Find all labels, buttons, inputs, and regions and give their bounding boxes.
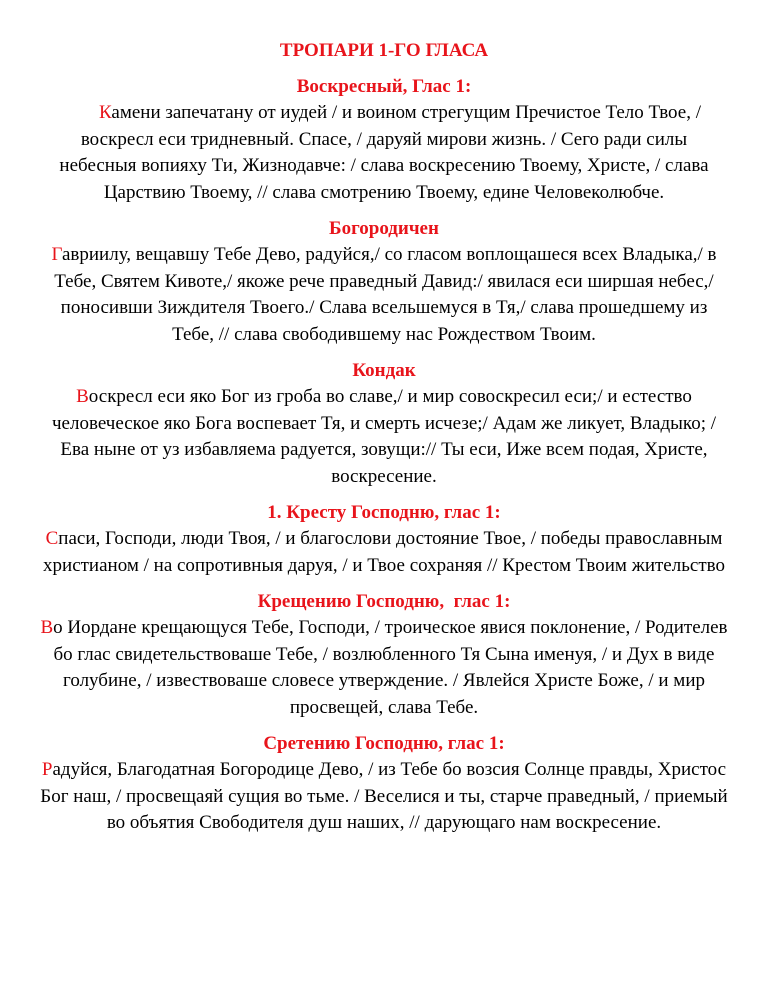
section-text: [40, 757, 728, 837]
red-initial-letter: В: [76, 386, 89, 407]
section-heading: Сретению Господню, глас 1:: [263, 733, 505, 754]
section-text: [40, 100, 728, 206]
section-text: [40, 615, 728, 721]
red-initial-letter: В: [40, 617, 54, 638]
section-resurrection-troparion: [40, 74, 728, 206]
section-heading: Крещению Господню, глас 1:: [257, 591, 511, 612]
red-initial-letter: Г: [51, 244, 62, 265]
section-body: о Иордане крещающуся Тебе, Господи, / троическое явися поклонение, / Родителев бо глас свидетельствоваше Тебе, / возлюбленного Тя Сына именуя, / и Дух в виде голубине, / извествоваше словесе утверждение. / Явлейся Христе Боже, / и мир просвещей, слава Тебе.: [53, 617, 728, 718]
section-body: оскресл еси яко Бог из гроба во славе,/ и мир совоскресил еси;/ и естество человеческое яко Бога воспевает Тя, и смерть исчезе;/ Адам же ликует, Владыко; / Ева ныне от уз избавляема радуется, зовущи:// Ты еси, Иже всем подая, Христе, воскресение.: [52, 386, 716, 487]
section-heading: Воскресный, Глас 1:: [296, 76, 472, 97]
section-text: [40, 526, 728, 579]
section-kontakion: [40, 358, 728, 490]
section-theotokion: [40, 216, 728, 348]
section-body: адуйся, Благодатная Богородице Дево, / из Тебе бо возсия Солнце правды, Христос Бог наш, / просвещаяй сущия во тьме. / Веселися и ты, старче праведный, / приемый во объятия Свободителя душ наших, // дарующаго нам воскресение.: [40, 759, 728, 833]
red-initial-letter: С: [45, 528, 59, 549]
section-cross-troparion: [40, 500, 728, 579]
section-text: [40, 242, 728, 348]
section-heading: Кондак: [352, 360, 416, 381]
red-initial-letter: Р: [41, 759, 53, 780]
section-body: паси, Господи, люди Твоя, / и благослови достояние Твое, / победы православным христианом / на сопротивныя даруя, / и Твое сохраняя // Крестом Твоим жительство: [43, 528, 725, 576]
section-body: амени запечатану от иудей / и воином стрегущим Пречистое Тело Твое, / воскресл еси тридневный. Спасе, / даруяй мирови жизнь. / Сего ради силы небесныя вопияху Ти, Жизнодавче: / слава воскресению Твоему, Христе, / слава Царствию Твоему, // слава смотрению Твоему, едине Человеколюбче.: [59, 102, 709, 203]
section-body: авриилу, вещавшу Тебе Дево, радуйся,/ со гласом воплощашеся всех Владыка,/ в Тебе, Святем Кивоте,/ якоже рече праведный Давид:/ явилася еси ширшая небес,/ поносивши Зиждителя Твоего./ Слава всельшемуся в Тя,/ слава прошедшему из Тебе, // слава свободившему нас Рождеством Твоим.: [54, 244, 717, 345]
page-title: ТРОПАРИ 1-ГО ГЛАСА: [279, 40, 489, 61]
section-theophany-troparion: [40, 589, 728, 721]
section-heading: 1. Кресту Господню, глас 1:: [267, 502, 501, 523]
section-heading: Богородичен: [329, 218, 439, 239]
section-text: [40, 384, 728, 490]
section-meeting-troparion: [40, 731, 728, 837]
red-initial-letter: К: [98, 102, 112, 123]
